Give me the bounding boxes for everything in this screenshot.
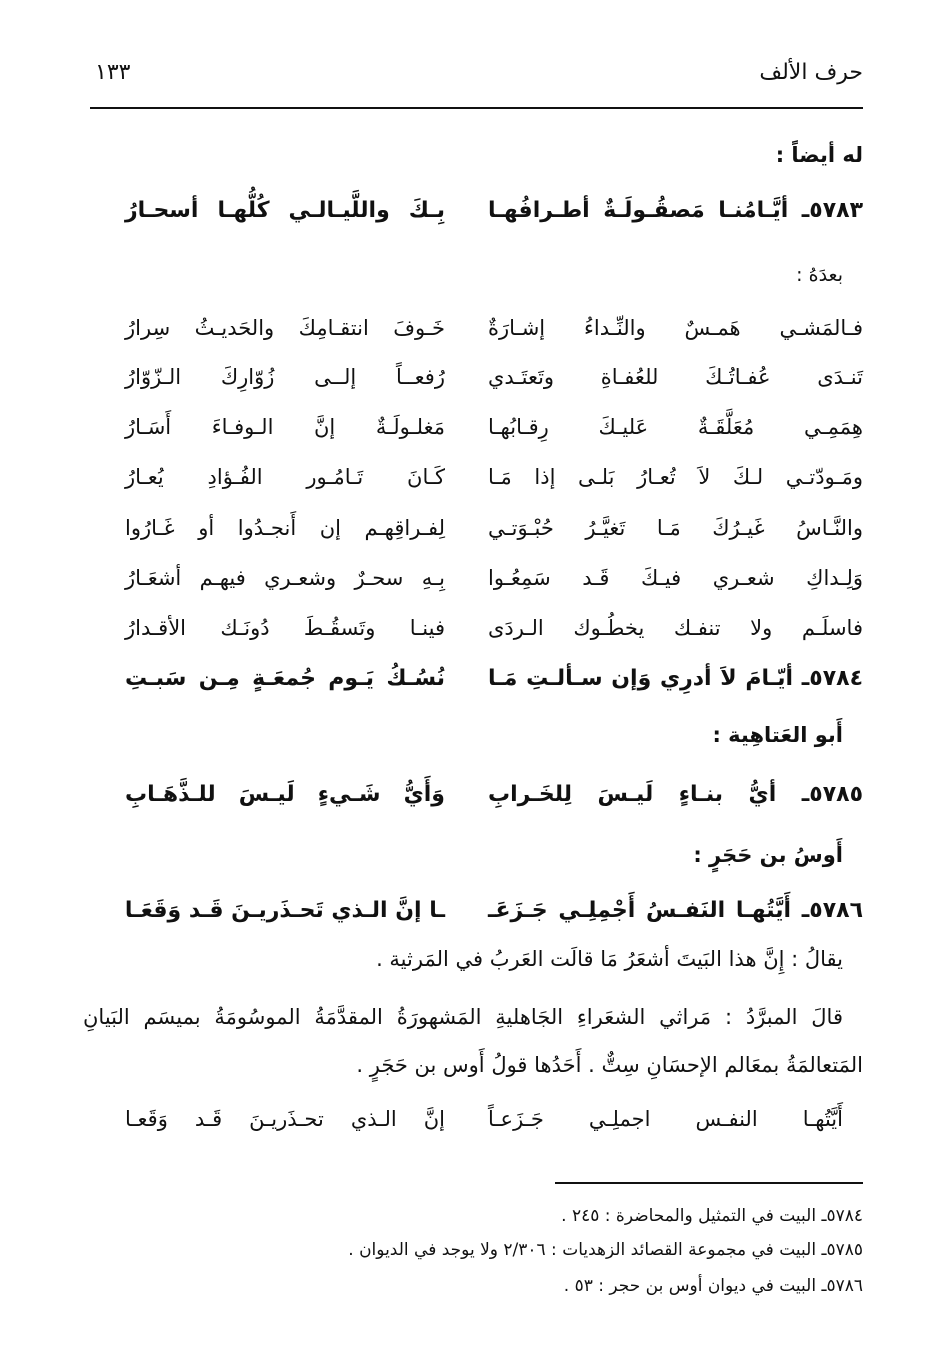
paragraph: قالَ المبرَّدُ : مَراثي الشعَراءِ الجَاهليةِ المَشهورَةُ المقدَّمَةُ الموسُومَةُ بميسَم البَيانِ <box>83 1005 843 1029</box>
verse-second: كَـانَ تَـامُـور الفُـؤادِ يُعـارُ <box>125 465 445 489</box>
footnote-rule <box>555 1182 863 1184</box>
verse-5786-first: ٥٧٨٦ـ أَيَّتُهـا النَفـسُ أَجْمِلِـي جَـزَعَـ <box>488 898 863 923</box>
verse-second: بِـهِ سحـرٌ وشعـري فيهـم أشعَـارُ <box>125 566 445 590</box>
verse-first: تَنـدَى عُفـاتُـكَ للعُفـاةِ وتَعتَـدي <box>488 365 863 389</box>
verse-second: فينـا وتَسقُـطَ دُونَـك الأقـدارُ <box>125 616 445 640</box>
footnote: ٥٧٨٤ـ البيت في التمثيل والمحاضرة : ٢٤٥ . <box>561 1206 863 1226</box>
page-number: ١٣٣ <box>95 60 131 85</box>
verse-5785-first: ٥٧٨٥ـ أيُّ بنـاءٍ لَيـسَ لِلخَـرابِ <box>488 782 863 807</box>
verse-5786-second: ـا إنَّ الـذي تَحـذَريـنَ قَـد وَقَعَـا <box>124 898 445 923</box>
verse-first: وَلِـداكِ شعـري فيـكَ قَـد سَمِعُـوا <box>488 566 863 590</box>
verse-second: إنَّ الـذي تحـذَريـنَ قَـد وَقَعـا <box>125 1107 445 1131</box>
paragraph: المَتعالمَةُ بمعَالم الإحسَانِ سِتٌّ . أَحَدُها قولُ أَوس بن حَجَرٍ . <box>356 1053 863 1077</box>
intro-heading: له أيضاً : <box>775 143 863 167</box>
verse-first: والنَّـاسُ غَيـرُكَ مَـا تَغيَّـرُ حُبْـوَتـي <box>488 516 863 540</box>
verse-first: هِمَمِـي مُعَلَّقَـةٌ عَليـكَ رِقـابُهـا <box>488 415 863 439</box>
verse-first: ومَـودّتـي لـكَ لاَ تُعـارُ بَلـى إذا مَـا <box>488 465 863 489</box>
verse-second: مَغلـولَـةٌ إنَّ الـوفـاءَ أَسَـارُ <box>125 415 445 439</box>
poet-heading: أَبو العَتاهِية : <box>712 723 843 747</box>
verse-5783-second: بِـكَ واللَّيـالـي كُلُّهـا أسحـارُ <box>125 198 445 223</box>
verse-second: خَـوفَ انتقـامِكَ والحَديـثُ سِرارُ <box>125 316 445 340</box>
verse-second: لِفـراقِهـم إن أَنجـدُوا أو غَـارُوا <box>125 516 445 540</box>
verse-first: فـالمَشـي هَمـسٌ والنِّـداءُ إشـارَةٌ <box>488 316 863 340</box>
verse-second: رُفعــاً إلــى زُوّارِكَ الـزّوّارُ <box>125 365 445 389</box>
paragraph: يقالُ : إِنَّ هذا البَيتَ أشعَرُ مَا قالَت العَربُ في المَرثية . <box>376 947 843 971</box>
verse-5784-first: ٥٧٨٤ـ أيّـامَ لاَ أدرِي وَإن سـألـتِ مَـا <box>488 666 863 691</box>
verse-first: أَيَّتُهـا النفـس اجملِـي جَـزَعـاً <box>488 1107 843 1131</box>
verse-5783-first: ٥٧٨٣ـ أيَّـامُنـا مَصقُـولَـةٌ أطـرافُهـا <box>488 198 863 223</box>
footnote: ٥٧٨٥ـ البيت في مجموعة القصائد الزهديات : ٢/٣٠٦ ولا يوجد في الديوان . <box>348 1240 863 1260</box>
after-label: بعدَهُ : <box>796 264 843 286</box>
chapter-title: حرف الألف <box>759 60 863 85</box>
verse-5785-second: وَأَيُّ شَـيءٍ لَيـسَ للـذَّهَـابِ <box>125 782 445 807</box>
verse-5784-second: نُسُـكُ يَـوم جُمعَـةٍ مِـن سَبـتِ <box>125 666 445 691</box>
poet-heading: أَوسُ بن حَجَرٍ : <box>693 843 843 867</box>
footnote: ٥٧٨٦ـ البيت في ديوان أوس بن حجر : ٥٣ . <box>563 1276 863 1296</box>
header-rule <box>90 107 863 109</box>
verse-first: فاسلَـم ولا تنفـك يخطُـوك الـردَى <box>488 616 863 640</box>
